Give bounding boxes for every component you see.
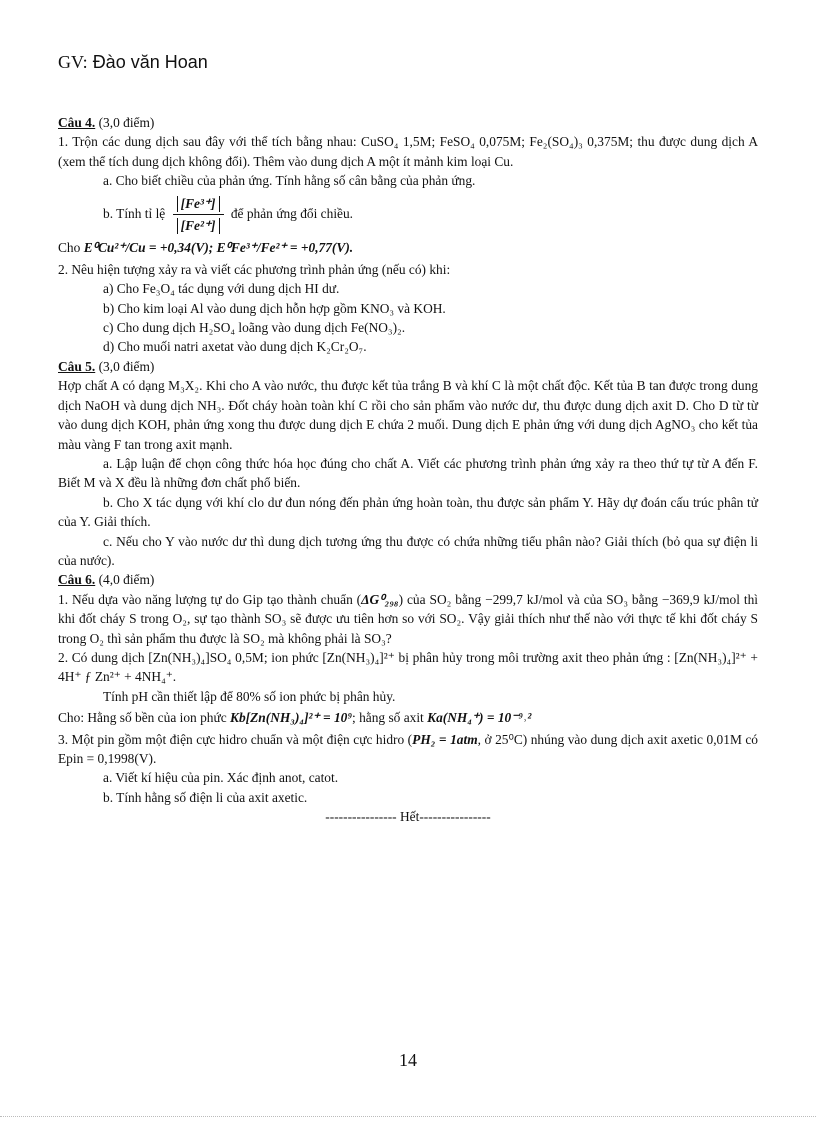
cau6-para2: 2. Có dung dịch [Zn(NH₃)₄]SO₄ 0,5M; ion phức [Zn(NH₃)₄]²⁺ bị phân hủy trong môi trường axit theo phản ứng : [Zn(NH₃)₄]²⁺ + 4H⁺ ƒ Zn²⁺ + 4NH₄⁺. [58, 649, 758, 685]
page-bottom-divider [0, 1116, 816, 1117]
cau6-p1-pre: 1. Nếu dựa vào năng lượng tự do Gip tạo thành chuẩn ( [58, 591, 362, 607]
cau4-item-b [58, 193, 758, 237]
cau5-item-c: c. Nếu cho Y vào nước dư thì dung dịch tương ứng thu được có chứa những tiểu phân nào? Giải thích (bỏ qua sự điện li của nước). [58, 533, 758, 568]
cau4-b-post: để phản ứng đổi chiều. [230, 205, 354, 221]
cau6-para1 [58, 590, 758, 648]
cau5-item-b: b. Cho X tác dụng với khí clo dư đun nóng đến phản ứng hoàn toàn, thu được sản phẩm Y. Hãy dự đoán cấu trúc phân tử của Y. Giải thích. [58, 494, 758, 530]
cau4-para2: 2. Nêu hiện tượng xảy ra và viết các phương trình phản ứng (nếu có) khi: [58, 261, 451, 277]
fe-ratio-fraction [173, 193, 224, 237]
k-stability-constant: Kb[Zn(NH₃)₄]²⁺ = 10⁹ [230, 710, 352, 726]
cau6-p3-post: , ở 25⁰C) nhúng vào dung dịch axit axetic 0,01M có Epin = 0,1998(V). [58, 731, 758, 766]
cau4-points: (3,0 điểm) [98, 115, 155, 130]
cau4-para1: 1. Trộn các dung dịch sau đây với thể tích bằng nhau: CuSO₄ 1,5M; FeSO₄ 0,075M; Fe₂(SO₄)₃ 0,375M; thu được dung dịch A (xem thể tích dung dịch không đổi). Thêm vào dung dịch A một ít mảnh kim loại Cu. [58, 134, 758, 169]
fe2-concentration: [Fe²⁺] [177, 218, 220, 234]
cau6-p2c-pre: Cho: Hằng số bền của ion phức [58, 710, 227, 726]
cau4-given-potentials [58, 238, 758, 257]
cau5-title: Câu 5. [58, 358, 96, 374]
e-cu-potential: E⁰Cu²⁺/Cu = +0,34(V); [83, 240, 214, 256]
cau6-p2c-mid: ; hằng số axit [352, 710, 424, 726]
e-fe-potential: E⁰Fe³⁺/Fe²⁺ = +0,77(V). [216, 240, 354, 256]
header-teacher-name: Đào văn Hoan [92, 52, 208, 72]
h2-pressure: PH₂ = 1atm [412, 731, 478, 747]
fe3-concentration: [Fe³⁺] [177, 196, 220, 212]
cau4-sub-a: a) Cho Fe₃O₄ tác dụng với dung dịch HI dư. [103, 281, 340, 297]
cau6-p3-pre: 3. Một pin gồm một điện cực hidro chuẩn và một điện cực hidro ( [58, 731, 413, 747]
cau4-sub-d: d) Cho muối natri axetat vào dung dịch K₂Cr₂O₇. [103, 339, 367, 355]
cau6-p1-post: ) của SO₂ bằng −299,7 kJ/mol và của SO₃ bằng −369,9 kJ/mol thì khi đốt cháy S trong O₂, sự tạo thành SO₃ sẽ được ưu tiên hơn so với SO₂. Vậy giải thích như thế nào với thực tế khi đốt cháy S trong O₂ thì sản phẩm thu được là SO₂ mà không phải là SO₃? [58, 591, 759, 646]
k-acid-constant: Ka(NH₄⁺) = 10⁻⁹˒² [427, 710, 532, 726]
cau4-cho: Cho [58, 240, 81, 256]
cau4-b-pre: b. Tính tỉ lệ [103, 205, 166, 221]
document-body [58, 113, 758, 827]
end-marker: ---------------- Hết---------------- [325, 809, 491, 825]
cau5-heading [58, 357, 758, 376]
cau4-item-a: a. Cho biết chiều của phản ứng. Tính hằng số cân bằng của phản ứng. [103, 173, 476, 189]
cau6-title: Câu 6. [58, 572, 96, 588]
cau5-points: (3,0 điểm) [98, 358, 155, 374]
cau6-heading [58, 570, 758, 589]
cau5-para1: Hợp chất A có dạng M₃X₂. Khi cho A vào nước, thu được kết tủa trắng B và khí C là một chất độc. Kết tủa B tan được trong dung dịch NaOH và dung dịch NH₃. Đốt cháy hoàn toàn khí C rồi cho sản phẩm vào nước dư, thu được dung dịch axit D. Cho D từ từ vào dung dịch KOH, phản ứng xong thu được dung dịch E chứa 2 muối. Dung dịch E phản ứng với dung dịch AgNO₃ cho kết tủa màu vàng F tan trong axit mạnh. [58, 378, 758, 452]
cau6-item-b: b. Tính hằng số điện li của axit axetic. [103, 789, 308, 805]
cau5-item-a: a. Lập luận để chọn công thức hóa học đúng cho chất A. Viết các phương trình phản ứng xảy ra theo thứ tự từ A đến F. Biết M và X đều là những đơn chất phổ biến. [58, 455, 758, 491]
cau6-item-a: a. Viết kí hiệu của pin. Xác định anot, catot. [103, 770, 339, 786]
cau6-para3 [58, 730, 758, 769]
cau6-points: (4,0 điểm) [98, 572, 155, 588]
cau6-para2b: Tính pH cần thiết lập để 80% số ion phức bị phân hủy. [103, 688, 396, 704]
cau4-heading [58, 113, 758, 132]
header [58, 52, 208, 73]
cau4-sub-c: c) Cho dung dịch H₂SO₄ loãng vào dung dịch Fe(NO₃)₂. [103, 320, 406, 336]
cau6-para2c [58, 708, 758, 727]
cau4-sub-b: b) Cho kim loại Al vào dung dịch hỗn hợp gồm KNO₃ và KOH. [103, 300, 446, 316]
cau4-title: Câu 4. [58, 115, 96, 130]
page-number: 14 [399, 1050, 417, 1070]
header-gv: GV: [58, 52, 88, 72]
delta-g-symbol: ΔG⁰₂₉₈ [361, 591, 399, 607]
